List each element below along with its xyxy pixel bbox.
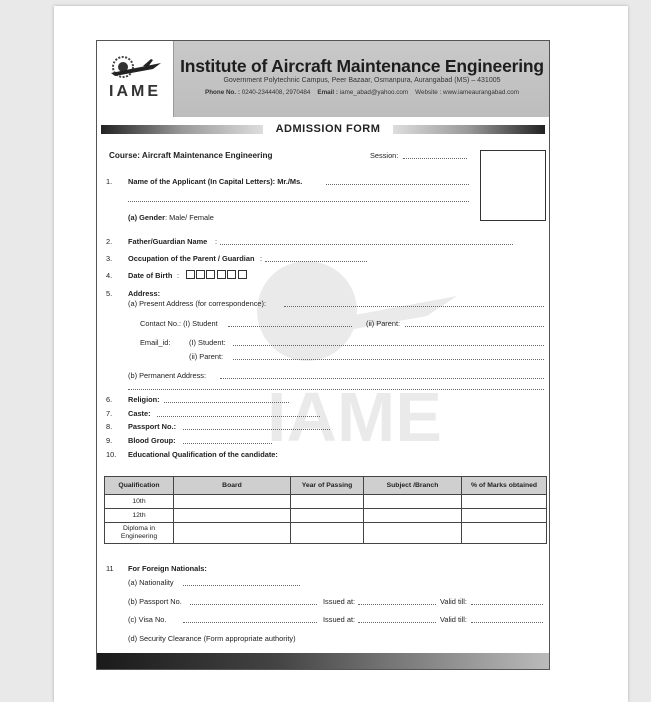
institute-contact [175, 89, 549, 96]
item-number: 5. [106, 289, 113, 298]
item-number: 9. [106, 436, 113, 445]
security-clearance-label: (d) Security Clearance (Form appropriate authority) [128, 634, 296, 643]
table-row [105, 523, 547, 544]
issued-at-label: Issued at: [323, 615, 356, 624]
email-id-label: Email_id: [140, 338, 171, 347]
item-number: 1. [106, 177, 113, 186]
address-label: Address: [128, 289, 161, 298]
table-header: Subject /Branch [364, 477, 462, 495]
year-cell[interactable] [291, 509, 364, 523]
foreign-nationals-label: For Foreign Nationals: [128, 564, 207, 573]
form-header [97, 41, 549, 117]
visa-valid-input[interactable] [471, 622, 543, 623]
passport-issued-input[interactable] [358, 604, 436, 605]
permanent-address-label: (b) Permanent Address: [128, 371, 207, 380]
subject-cell[interactable] [364, 509, 462, 523]
dob-boxes[interactable] [186, 270, 250, 279]
caste-input[interactable] [157, 416, 320, 417]
nationality-label: (a) Nationality [128, 578, 174, 587]
item-number: 4. [106, 271, 113, 280]
visa-label: (c) Visa No. [128, 615, 167, 624]
permanent-address-input[interactable] [220, 378, 544, 379]
religion-label: Religion: [128, 395, 160, 404]
institute-name: Institute of Aircraft Maintenance Engineering [180, 56, 544, 76]
visa-passport-label: (b) Passport No. [128, 597, 182, 606]
applicant-name-input-2[interactable] [128, 201, 469, 202]
subject-cell[interactable] [364, 523, 462, 544]
guardian-name-label: Father/Guardian Name [128, 237, 208, 246]
foreign-passport-input[interactable] [190, 604, 317, 605]
marks-cell[interactable] [462, 523, 547, 544]
table-header: Qualification [105, 477, 174, 495]
gender-label: (a) Gender [128, 213, 165, 222]
title-bar-right [393, 125, 545, 134]
occupation-label: Occupation of the Parent / Guardian [128, 254, 255, 263]
colon: : [215, 237, 218, 246]
qualification-cell: Diploma in Engineering [105, 523, 174, 544]
table-row [105, 509, 547, 523]
item-number: 7. [106, 409, 113, 418]
item-number: 11 [106, 564, 114, 573]
colon: : [260, 254, 263, 263]
board-cell[interactable] [174, 523, 291, 544]
photo-box[interactable] [480, 150, 546, 221]
occupation-input[interactable] [265, 261, 367, 262]
footer-bar [97, 653, 549, 669]
religion-input[interactable] [164, 402, 289, 403]
title-bar-left [101, 125, 263, 134]
session-input[interactable] [403, 158, 467, 159]
contact-student-input[interactable] [228, 326, 352, 327]
applicant-name-label: Name of the Applicant (In Capital Letters): Mr./Ms. [128, 177, 303, 186]
education-label: Educational Qualification of the candidate: [128, 450, 278, 459]
year-cell[interactable] [291, 495, 364, 509]
passport-label: Passport No.: [128, 422, 177, 431]
item-number: 2. [106, 237, 113, 246]
marks-cell[interactable] [462, 495, 547, 509]
email-label: Email : [317, 89, 339, 96]
present-address-label: (a) Present Address (for correspondence): [128, 299, 267, 308]
item-number: 8. [106, 422, 113, 431]
course-label: Course: Aircraft Maintenance Engineering [109, 151, 273, 160]
visa-issued-input[interactable] [358, 622, 436, 623]
nationality-input[interactable] [183, 585, 300, 586]
table-row [105, 495, 547, 509]
email-student-label: (I) Student: [189, 338, 226, 347]
item-number: 6. [106, 395, 113, 404]
phone-value: 0240-2344408, 2970484 [239, 89, 311, 96]
board-cell[interactable] [174, 509, 291, 523]
contact-student-label: Contact No.: (I) Student [140, 319, 218, 328]
item-number: 3. [106, 254, 113, 263]
institute-logo [97, 41, 174, 117]
issued-at-label: Issued at: [323, 597, 356, 606]
caste-label: Caste: [128, 409, 151, 418]
passport-input[interactable] [183, 429, 330, 430]
valid-till-label: Valid till: [440, 615, 467, 624]
website-value: Website : www.iameaurangabad.com [415, 89, 519, 96]
marks-cell[interactable] [462, 509, 547, 523]
year-cell[interactable] [291, 523, 364, 544]
svg-text:IAME: IAME [267, 378, 442, 451]
blood-group-label: Blood Group: [128, 436, 176, 445]
guardian-name-input[interactable] [220, 244, 513, 245]
contact-parent-label: (ii) Parent: [366, 319, 401, 328]
visa-input[interactable] [183, 622, 317, 623]
table-header: % of Marks obtained [462, 477, 547, 495]
gender-field [128, 213, 214, 222]
email-student-input[interactable] [233, 345, 544, 346]
qualification-cell: 12th [105, 509, 174, 523]
permanent-address-input-2[interactable] [128, 389, 544, 390]
item-number: 10. [106, 450, 117, 459]
applicant-name-input[interactable] [326, 184, 469, 185]
qualification-cell: 10th [105, 495, 174, 509]
qualification-table [104, 476, 547, 544]
contact-parent-input[interactable] [405, 326, 544, 327]
valid-till-label: Valid till: [440, 597, 467, 606]
board-cell[interactable] [174, 495, 291, 509]
institute-address: Government Polytechnic Campus, Peer Bazaar, Osmanpura, Aurangabad (MS) – 431005 [223, 77, 501, 84]
session-label: Session: [370, 151, 399, 160]
table-header: Year of Passing [291, 477, 364, 495]
blood-group-input[interactable] [183, 443, 272, 444]
passport-valid-input[interactable] [471, 604, 543, 605]
watermark-logo-icon [247, 241, 477, 451]
dob-label: Date of Birth [128, 271, 173, 280]
table-header: Board [174, 477, 291, 495]
aircraft-logo-icon [107, 55, 163, 81]
admission-form [96, 40, 550, 670]
email-value: iame_abad@yahoo.com [338, 89, 409, 96]
present-address-input[interactable] [284, 306, 544, 307]
gender-value: : Male/ Female [164, 213, 214, 222]
subject-cell[interactable] [364, 495, 462, 509]
email-parent-input[interactable] [233, 359, 544, 360]
form-title: ADMISSION FORM [275, 123, 381, 135]
colon: : [177, 271, 180, 280]
phone-label: Phone No. : [205, 89, 240, 96]
logo-text: IAME [109, 83, 161, 100]
email-parent-label: (ii) Parent: [189, 352, 224, 361]
